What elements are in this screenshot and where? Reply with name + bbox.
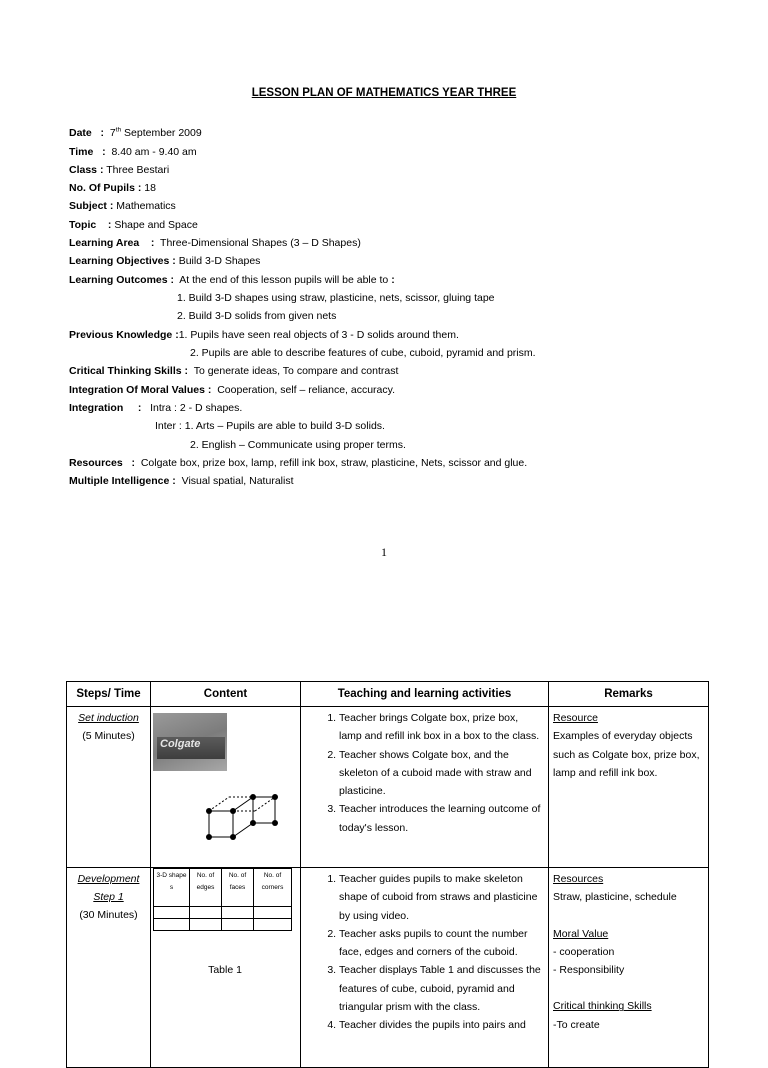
resources-text: Straw, plasticine, schedule	[553, 891, 677, 904]
step-name: Development	[77, 873, 140, 885]
table-row	[67, 707, 709, 868]
previous-knowledge-line: Previous Knowledge :1. Pupils have seen real objects of 3 - D solids around them.	[69, 329, 459, 341]
step-time: (5 Minutes)	[82, 730, 135, 742]
resources-line: Resources : Colgate box, prize box, lamp, refill ink box, straw, plasticine, Nets, scissor and glue.	[69, 457, 528, 469]
step-name: Set induction	[78, 712, 139, 724]
table-row	[67, 868, 709, 1068]
integration-inter-2: 2. English – Communicate using proper terms.	[190, 439, 406, 451]
class-line: Class : Three Bestari	[69, 164, 170, 176]
multiple-intelligence-line: Multiple Intelligence : Visual spatial, Naturalist	[69, 475, 294, 487]
lesson-steps-table	[66, 681, 709, 1068]
learning-objectives-line: Learning Objectives : Build 3-D Shapes	[69, 255, 261, 267]
cuboid-skeleton-icon	[199, 793, 279, 847]
page-number: 1	[381, 545, 387, 559]
activities-list	[301, 707, 548, 837]
features-table	[153, 868, 292, 931]
learning-outcome-2: 2. Build 3-D solids from given nets	[177, 310, 337, 322]
list-item: 1. Teacher brings Colgate box, prize box, lamp and refill ink box in a box to the class.	[339, 709, 542, 746]
table-caption: Table 1	[208, 964, 242, 976]
integration-inter: Inter : 1. Arts – Pupils are able to build 3-D solids.	[155, 420, 385, 432]
steps-cell	[67, 868, 151, 1068]
header-steps: Steps/ Time	[67, 682, 151, 707]
document-title: LESSON PLAN OF MATHEMATICS YEAR THREE	[251, 87, 517, 99]
learning-area-line: Learning Area : Three-Dimensional Shapes (3 – D Shapes)	[69, 237, 361, 249]
critical-item: -To create	[553, 1018, 600, 1031]
mini-header: No. of edges	[190, 869, 222, 907]
content-cell	[151, 868, 301, 1068]
activities-list	[301, 868, 548, 1035]
date-line: Date : 7th September 2009	[69, 126, 202, 139]
pupils-line: No. Of Pupils : 18	[69, 182, 156, 194]
remarks-cell	[549, 868, 709, 1068]
header-remarks: Remarks	[549, 682, 709, 707]
content-cell	[151, 707, 301, 868]
list-item: 2. Teacher asks pupils to count the number face, edges and corners of the cuboid.	[339, 925, 542, 962]
list-item: 1. Teacher guides pupils to make skeleton shape of cuboid from straws and plasticine by using video.	[339, 870, 542, 925]
mini-header: No. of corners	[254, 869, 292, 907]
header-activities: Teaching and learning activities	[301, 682, 549, 707]
mini-header: 3-D shape s	[154, 869, 190, 907]
steps-cell	[67, 707, 151, 868]
remarks-cell	[549, 707, 709, 868]
list-item: 4. Teacher divides the pupils into pairs and	[339, 1016, 542, 1034]
critical-thinking-line: Critical Thinking Skills : To generate ideas, To compare and contrast	[69, 365, 399, 377]
resources-heading: Resources	[553, 873, 604, 885]
moral-item: - cooperation	[553, 945, 615, 958]
table-header-row	[67, 682, 709, 707]
step-time: (30 Minutes)	[79, 909, 138, 921]
step-number: Step 1	[93, 891, 124, 903]
integration-line: Integration : Intra : 2 - D shapes.	[69, 402, 243, 414]
mini-header: No. of faces	[222, 869, 254, 907]
header-content: Content	[151, 682, 301, 707]
critical-heading: Critical thinking Skills	[553, 1000, 652, 1013]
time-line: Time : 8.40 am - 9.40 am	[69, 146, 197, 158]
moral-item: - Responsibility	[553, 964, 625, 977]
list-item: 3. Teacher introduces the learning outcome of today's lesson.	[339, 800, 542, 837]
learning-outcome-1: 1. Build 3-D shapes using straw, plasticine, nets, scissor, gluing tape	[177, 292, 495, 304]
list-item: 3. Teacher displays Table 1 and discusses the features of cube, cuboid, pyramid and triangular prism with the class.	[339, 961, 542, 1016]
remarks-heading: Resource	[553, 712, 598, 724]
previous-knowledge-2: 2. Pupils are able to describe features of cube, cuboid, pyramid and prism.	[190, 347, 536, 359]
topic-line: Topic : Shape and Space	[69, 219, 198, 231]
subject-line: Subject : Mathematics	[69, 200, 176, 212]
moral-values-line: Integration Of Moral Values : Cooperation, self – reliance, accuracy.	[69, 384, 396, 396]
moral-heading: Moral Value	[553, 927, 609, 940]
activities-cell	[301, 868, 549, 1068]
activities-cell	[301, 707, 549, 868]
colgate-box-photo	[153, 713, 227, 771]
colgate-brand-text: Colgate	[160, 738, 201, 750]
list-item: 2. Teacher shows Colgate box, and the skeleton of a cuboid made with straw and plasticine.	[339, 746, 542, 801]
learning-outcomes-line: Learning Outcomes : At the end of this lesson pupils will be able to :	[69, 274, 395, 286]
remarks-text: Examples of everyday objects such as Colgate box, prize box, lamp and refill ink box.	[553, 730, 700, 779]
